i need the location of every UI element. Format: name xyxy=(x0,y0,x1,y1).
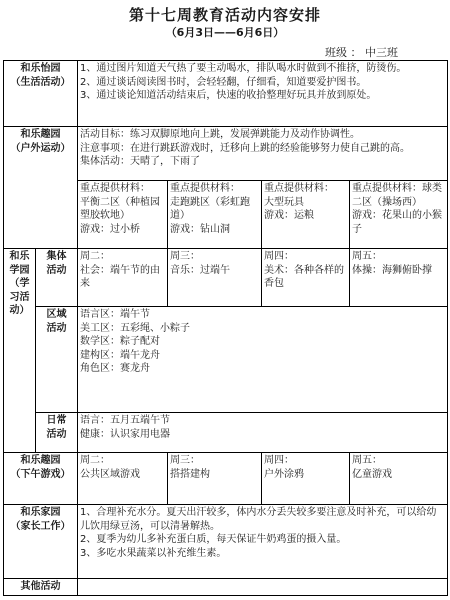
outdoor-area: 重点提供材料： 走跑跳区（彩虹跑道） 游戏：钻山洞 xyxy=(168,181,262,249)
afternoon-day: 周四： 户外涂鸦 xyxy=(262,453,350,505)
collective-day: 周二： 社会：端午节的由来 xyxy=(78,249,168,307)
outdoor-label: 和乐趣园 （户外运动） xyxy=(4,127,78,249)
outdoor-note: 注意事项：在进行跳跃游戏时，迁移向上跳的经验能够努力使自己跳的高。 xyxy=(80,142,410,154)
outdoor-area: 重点提供材料： 大型玩具 游戏：运粮 xyxy=(262,181,350,249)
family-row xyxy=(4,505,448,579)
learning-label: 和乐学园（学习活动） xyxy=(4,249,36,453)
collective-day: 周三： 音乐：过端午 xyxy=(168,249,262,307)
life-item: 3、通过谈论知道活动结束后，快速的收拾整理好玩具并放到原处。 xyxy=(80,90,377,101)
collective-day: 周五： 体操：海狮俯卧撑 xyxy=(350,249,448,307)
area-item: 语言区：端午节 xyxy=(80,309,150,320)
collective-label: 集体 活动 xyxy=(36,249,78,307)
page-title: 第十七周教育活动内容安排 xyxy=(128,6,321,24)
family-item: 2、夏季为幼儿多补充蛋白质，每天保证牛奶鸡蛋的摄入量。 xyxy=(80,534,347,545)
life-item: 1、通过图片知道天气热了要主动喝水，排队喝水时做到不推挤，防烫伤。 xyxy=(80,63,407,74)
outdoor-area: 重点提供材料：球类二区（操场西） 游戏：花果山的小猴子 xyxy=(350,181,448,249)
class-label: 班级 ： 中三班 xyxy=(325,46,398,59)
afternoon-day: 周五： 亿童游戏 xyxy=(350,453,448,505)
area-item: 美工区：五彩绳、小粽子 xyxy=(80,322,190,334)
other-content xyxy=(78,579,448,596)
outdoor-area: 重点提供材料： 平衡二区（种植园塑胶软地） 游戏：过小桥 xyxy=(78,181,168,249)
outdoor-summary xyxy=(78,127,448,181)
area-item: 角色区：赛龙舟 xyxy=(80,363,150,374)
daily-row xyxy=(4,413,448,453)
daily-label: 日常 活动 xyxy=(36,413,78,453)
life-row xyxy=(4,61,448,127)
family-content xyxy=(78,505,448,579)
afternoon-day: 周二： 公共区域游戏 xyxy=(78,453,168,505)
family-label: 和乐家园 （家长工作） xyxy=(4,505,78,579)
afternoon-day: 周三： 搭搭建构 xyxy=(168,453,262,505)
outdoor-theme: 集体活动：天晴了，下雨了 xyxy=(80,156,200,167)
afternoon-label: 和乐趣园 （下午游戏） xyxy=(4,453,78,505)
collective-day: 周四： 美术：各种各样的香包 xyxy=(262,249,350,307)
outdoor-row xyxy=(4,127,448,181)
other-label: 其他活动 xyxy=(4,579,78,596)
family-item: 3、多吃水果蔬菜以补充维生素。 xyxy=(80,547,227,559)
life-item: 2、通过谈话阅读图书时，会轻轻翻，仔细看，知道要爱护图书。 xyxy=(80,76,367,88)
daily-item: 语言：五月五端午节 xyxy=(80,415,170,426)
area-content xyxy=(78,307,448,413)
daily-content xyxy=(78,413,448,453)
afternoon-row xyxy=(4,453,448,505)
area-label: 区域 活动 xyxy=(36,307,78,413)
collective-row xyxy=(4,249,448,307)
schedule-table xyxy=(3,60,448,596)
area-row xyxy=(4,307,448,413)
family-item: 1、合理补充水分。夏天出汗较多，体内水分丢失较多要注意及时补充，可以给幼儿饮用绿豆汤，可以清暑解热。 xyxy=(80,507,437,532)
area-item: 建构区：端午龙舟 xyxy=(80,349,160,361)
date-range: （6月3日——6月6日） xyxy=(165,26,285,39)
other-row xyxy=(4,579,448,596)
daily-item: 健康：认识家用电器 xyxy=(80,428,170,440)
life-content xyxy=(78,61,448,127)
outdoor-goal: 活动目标：练习双脚原地向上跳，发展弹跳能力及动作协调性。 xyxy=(80,129,360,140)
area-item: 数学区：粽子配对 xyxy=(80,336,160,347)
life-label: 和乐怡园 （生活活动） xyxy=(4,61,78,127)
